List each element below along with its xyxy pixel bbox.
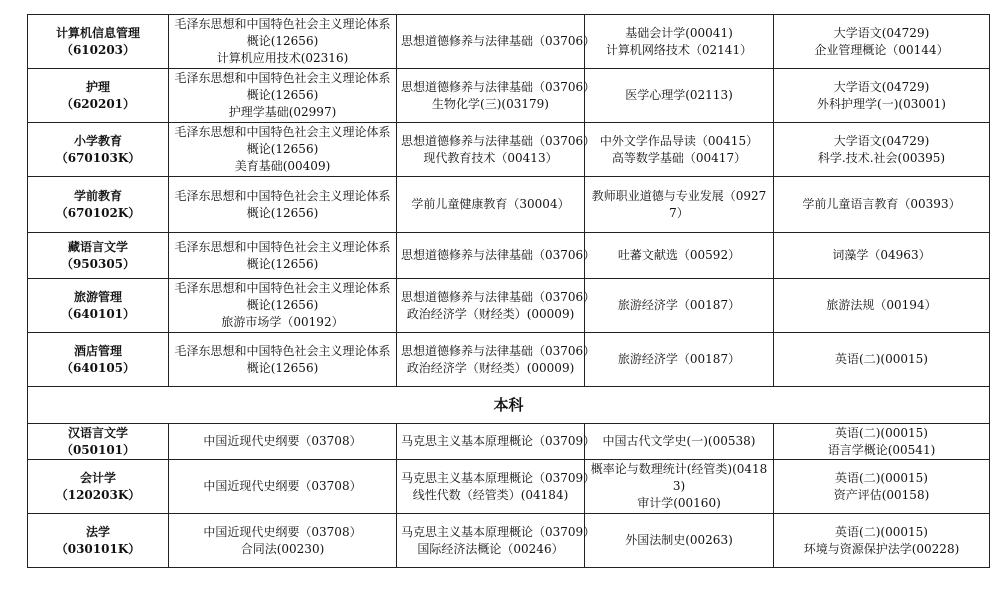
major-cell: [28, 15, 169, 69]
major-name: 学前教育: [73, 188, 122, 203]
course-entry: 政治经济学（财经类）(00009): [406, 360, 575, 375]
course-cell-2: [397, 233, 596, 279]
course-entry: 现代教育技术（00413）: [423, 150, 558, 165]
course-entry: 资产评估(00158): [833, 487, 930, 502]
course-entry: 国际经济法概论（00246）: [417, 541, 564, 556]
table-row: [28, 460, 990, 514]
course-cell-4: [774, 333, 990, 387]
course-cell-3: [585, 333, 774, 387]
course-cell-4: [774, 460, 990, 514]
course-cell-1: [169, 123, 397, 177]
course-entry: 学前儿童语言教育（00393）: [802, 197, 961, 211]
course-cell-1: [169, 233, 397, 279]
course-cell-2: [397, 333, 596, 387]
course-entry: 科学.技术.社会(00395): [817, 150, 946, 165]
table-row: [28, 233, 990, 279]
course-entry: 英语(二)(00015): [835, 524, 928, 539]
course-entry: 中外文学作品导读（00415）: [599, 133, 759, 148]
course-entry: 学前儿童健康教育（30004）: [411, 197, 570, 211]
course-cell-2: [397, 123, 596, 177]
course-entry: 医学心理学(02113): [625, 88, 733, 102]
course-entry: 英语(二)(00015): [835, 352, 928, 366]
major-code: （670103K）: [55, 150, 141, 165]
table-row: [28, 514, 990, 568]
course-entry: 旅游经济学（00187）: [617, 352, 741, 366]
course-cell-1: [169, 15, 397, 69]
major-code: （120203K）: [55, 487, 141, 502]
major-name: 护理: [85, 79, 110, 94]
course-cell-2: [397, 69, 596, 123]
table-row: [28, 15, 990, 69]
course-cell-4: [774, 123, 990, 177]
major-name: 小学教育: [73, 133, 122, 148]
zhuanke-rows: [28, 15, 990, 387]
course-entry: 旅游经济学（00187）: [617, 298, 741, 312]
course-entry: 旅游市场学（00192）: [221, 315, 344, 329]
major-name: 汉语言文学: [67, 425, 128, 440]
course-cell-3: [585, 177, 774, 233]
course-cell-1: [169, 460, 397, 514]
course-entry: 毛泽东思想和中国特色社会主义理论体系概论(12656): [174, 343, 391, 375]
course-entry: 线性代数（经管类）(04184): [412, 487, 569, 502]
major-cell: [28, 279, 169, 333]
major-code: （620201）: [60, 96, 136, 111]
course-entry: 外科护理学(一)(03001): [817, 96, 946, 111]
course-entry: 马克思主义基本原理概论（03709）: [401, 524, 596, 539]
course-entry: 大学语文(04729): [833, 25, 930, 40]
course-cell-1: [169, 424, 397, 460]
course-cell-1: [169, 333, 397, 387]
course-entry: 合同法(00230): [240, 541, 325, 556]
course-entry: 生物化学(三)(03179): [432, 96, 549, 111]
major-cell: [28, 69, 169, 123]
course-entry: 词藻学（04963）: [832, 248, 931, 262]
course-entry: 大学语文(04729): [833, 79, 930, 94]
course-entry: 毛泽东思想和中国特色社会主义理论体系概论(12656): [174, 71, 391, 102]
table-row: [28, 69, 990, 123]
course-entry: 中国近现代史纲要（03708）: [203, 524, 362, 539]
course-entry: 计算机应用技术(02316): [216, 51, 349, 65]
course-entry: 中国近现代史纲要（03708）: [203, 434, 362, 448]
course-entry: 概率论与数理统计(经管类)(04183): [590, 462, 768, 493]
course-entry: 教师职业道德与专业发展（09277）: [591, 188, 767, 220]
course-cell-3: [585, 233, 774, 279]
course-entry: 英语(二)(00015): [835, 470, 928, 485]
course-entry: 毛泽东思想和中国特色社会主义理论体系概论(12656): [174, 17, 391, 48]
major-name: 法学: [85, 524, 110, 539]
course-entry: 毛泽东思想和中国特色社会主义理论体系概论(12656): [174, 125, 391, 156]
course-cell-2: [397, 460, 596, 514]
major-code: （050101）: [60, 442, 136, 457]
course-cell-4: [774, 15, 990, 69]
major-cell: [28, 333, 169, 387]
course-cell-4: [774, 233, 990, 279]
course-entry: 毛泽东思想和中国特色社会主义理论体系概论(12656): [174, 239, 391, 271]
course-entry: 英语(二)(00015): [835, 425, 928, 440]
course-entry: 思想道德修养与法律基础（03706）: [401, 34, 596, 48]
course-entry: 马克思主义基本原理概论（03709）: [401, 470, 596, 485]
table-row: [28, 177, 990, 233]
course-cell-2: [397, 514, 596, 568]
major-cell: [28, 233, 169, 279]
course-cell-3: [585, 424, 774, 460]
section-header: [28, 387, 990, 424]
major-cell: [28, 460, 169, 514]
major-code: （950305）: [60, 256, 136, 271]
major-name: 会计学: [79, 470, 116, 485]
course-entry: 思想道德修养与法律基础（03706）: [401, 133, 596, 148]
course-cell-4: [774, 279, 990, 333]
course-cell-1: [169, 279, 397, 333]
course-entry: 思想道德修养与法律基础（03706）: [401, 343, 596, 358]
table-row: [28, 123, 990, 177]
course-entry: 美育基础(00409): [234, 159, 331, 173]
course-entry: 语言学概论(00541): [827, 442, 936, 457]
course-entry: 吐蕃文献选（00592）: [617, 248, 741, 262]
course-cell-4: [774, 177, 990, 233]
major-cell: [28, 514, 169, 568]
course-entry: 计算机网络技术（02141）: [605, 42, 753, 57]
course-entry: 中国近现代史纲要（03708）: [203, 479, 362, 493]
course-entry: 毛泽东思想和中国特色社会主义理论体系概论(12656): [174, 281, 391, 312]
table-row: [28, 333, 990, 387]
major-cell: [28, 424, 169, 460]
course-entry: 思想道德修养与法律基础（03706）: [401, 248, 596, 262]
course-cell-4: [774, 69, 990, 123]
course-cell-3: [585, 15, 774, 69]
course-entry: 外国法制史(00263): [625, 533, 733, 547]
course-entry: 中国古代文学史(一)(00538): [602, 434, 756, 448]
course-entry: 基础会计学(00041): [625, 25, 733, 40]
course-entry: 政治经济学（财经类）(00009): [406, 306, 575, 321]
major-cell: [28, 123, 169, 177]
benke-rows: [28, 424, 990, 568]
course-cell-2: [397, 424, 596, 460]
course-cell-1: [169, 514, 397, 568]
course-entry: 大学语文(04729): [833, 133, 930, 148]
course-cell-2: [397, 15, 596, 69]
course-entry: 审计学(00160): [637, 496, 721, 510]
course-cell-1: [169, 177, 397, 233]
course-entry: 思想道德修养与法律基础（03706）: [401, 79, 596, 94]
course-cell-2: [397, 177, 585, 233]
major-code: （640105）: [60, 360, 136, 375]
exam-schedule-table: [27, 14, 990, 568]
major-name: 藏语言文学: [67, 239, 128, 254]
course-entry: 高等数学基础（00417）: [611, 150, 747, 165]
course-cell-3: [585, 514, 774, 568]
course-entry: 毛泽东思想和中国特色社会主义理论体系概论(12656): [174, 188, 391, 220]
major-code: （030101K）: [55, 541, 141, 556]
course-entry: 思想道德修养与法律基础（03706）: [401, 289, 596, 304]
major-name: 酒店管理: [73, 343, 122, 358]
course-cell-4: [774, 424, 990, 460]
course-cell-3: [585, 460, 774, 514]
major-code: （640101）: [60, 306, 136, 321]
course-cell-4: [774, 514, 990, 568]
course-entry: 旅游法规（00194）: [826, 298, 937, 312]
table-row: [28, 279, 990, 333]
major-name: 旅游管理: [73, 289, 122, 304]
course-cell-3: [585, 279, 774, 333]
course-cell-1: [169, 69, 397, 123]
major-name: 计算机信息管理: [55, 25, 140, 40]
course-cell-3: [585, 123, 774, 177]
course-entry: 护理学基础(02997): [228, 105, 337, 119]
course-cell-3: [585, 69, 774, 123]
major-code: （670102K）: [55, 205, 141, 220]
table-row: [28, 424, 990, 460]
course-entry: 企业管理概论（00144）: [814, 42, 949, 57]
course-cell-2: [397, 279, 596, 333]
major-cell: [28, 177, 169, 233]
course-entry: 环境与资源保护法学(00228): [803, 541, 960, 556]
section-title: 本科: [28, 387, 990, 424]
course-entry: 马克思主义基本原理概论（03709）: [401, 434, 596, 448]
major-code: （610203）: [60, 42, 136, 57]
